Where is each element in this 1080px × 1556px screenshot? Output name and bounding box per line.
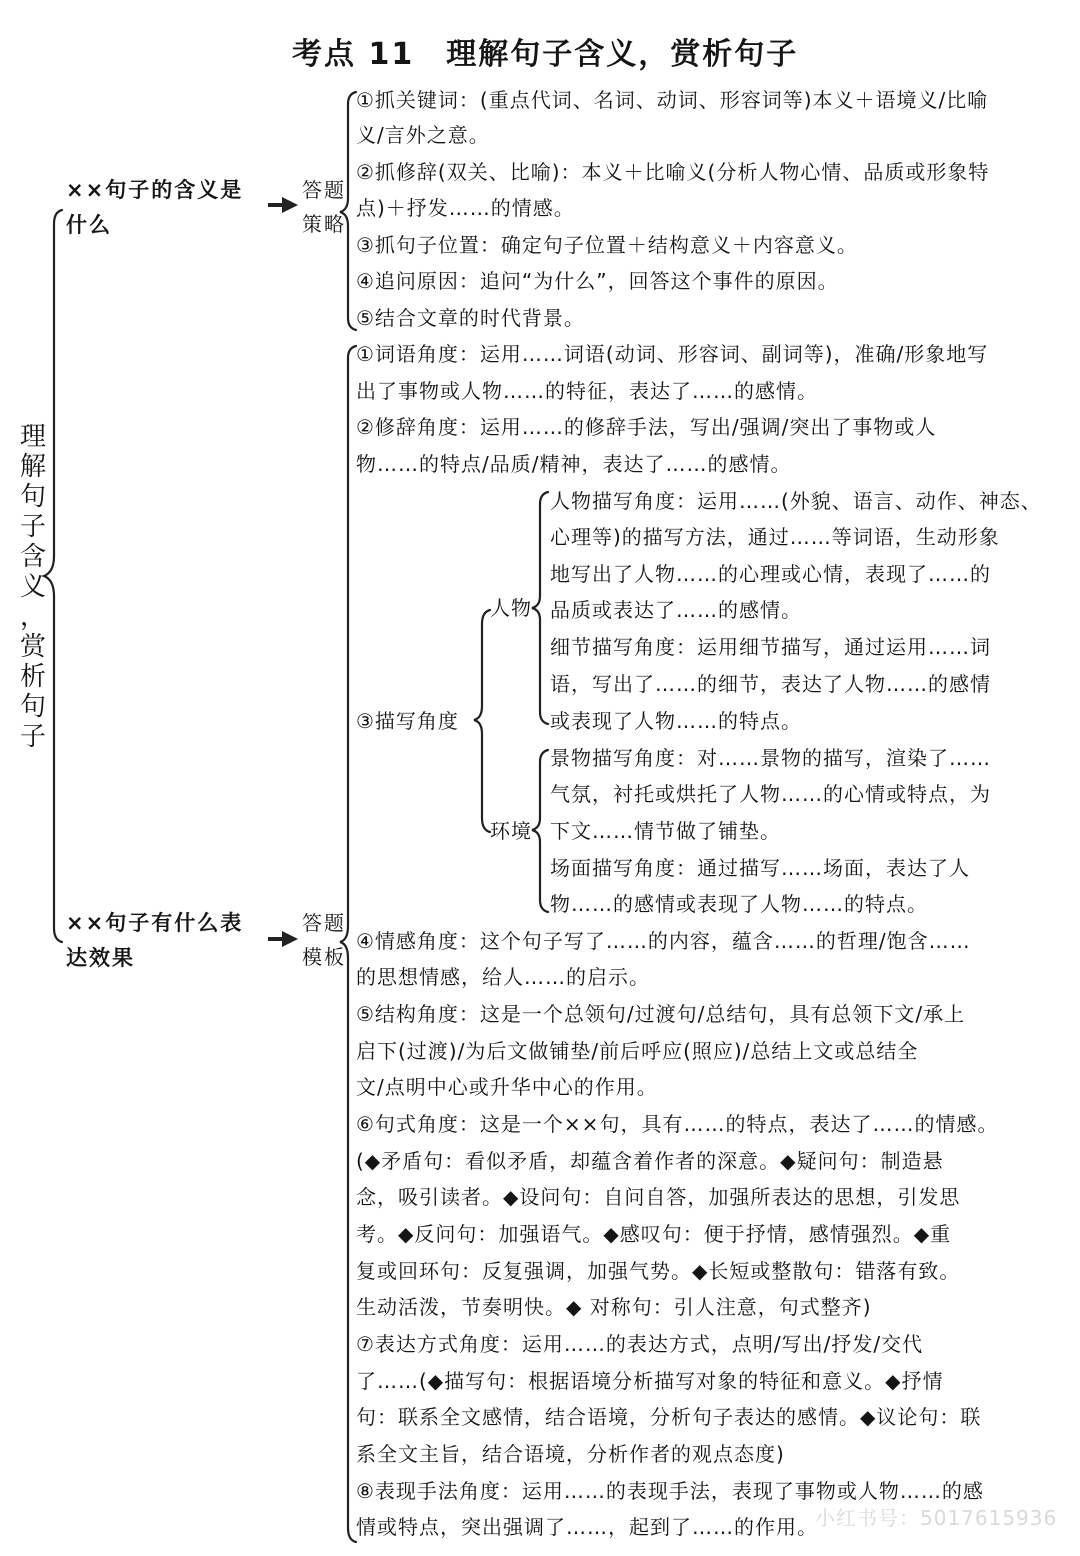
person-describe: 品质或表达了……的感情。 (550, 598, 802, 622)
arrow-shaft-2 (268, 937, 284, 941)
template-item-sentence: 生动活泼，节奏明快。◆ 对称句：引人注意，句式整齐) (356, 1295, 872, 1319)
template-label-1: 答题 (302, 911, 346, 935)
strategy-item: ①抓关键词：(重点代词、名词、动词、形容词等)本义＋语境义/比喻 (356, 88, 989, 112)
person-describe: 心理等)的描写方法，通过……等词语，生动形象 (550, 525, 1000, 549)
template-brace (340, 346, 356, 1542)
template-label-2: 模板 (302, 945, 346, 969)
template-item-expression: 系全文主旨，结合语境，分析作者的观点态度) (356, 1442, 785, 1466)
strategy-label-1: 答题 (302, 178, 346, 202)
template-item-emotion: ④情感角度：这个句子写了……的内容，蕴含……的哲理/饱含…… (356, 929, 971, 953)
strategy-item: 义/言外之意。 (356, 123, 490, 147)
strategy-item: ③抓句子位置：确定句子位置＋结构意义＋内容意义。 (356, 233, 858, 257)
arrow-right-icon (282, 197, 298, 213)
question-effect-cont: 达效果 (66, 946, 135, 970)
template-item-technique: ⑧表现手法角度：运用……的表现手法，表现了事物或人物……的感 (356, 1479, 984, 1503)
template-item-sentence: (◆矛盾句：看似矛盾，却蕴含着作者的深意。◆疑问句：制造悬 (356, 1149, 944, 1173)
detail-describe: 细节描写角度：运用细节描写，通过运用……词 (550, 635, 991, 659)
template-item-describe: ③描写角度 (356, 709, 459, 733)
strategy-item: ②抓修辞(双关、比喻)：本义＋比喻义(分析人物心情、品质或形象特 (356, 160, 990, 184)
arrow-right-icon (282, 931, 298, 947)
root-label: 理 解 句 子 含 义 ， 赏 析 句 子 (19, 422, 46, 752)
strategy-brace (340, 92, 356, 330)
environment-label: 环境 (490, 819, 532, 843)
person-describe: 人物描写角度：运用……(外貌、语言、动作、神态、 (550, 489, 1042, 513)
strategy-item: ④追问原因：追问“为什么”，回答这个事件的原因。 (356, 269, 839, 293)
template-item-rhetoric: ②修辞角度：运用……的修辞手法，写出/强调/突出了事物或人 (356, 415, 937, 439)
template-item-technique: 情或特点，突出强调了……，起到了……的作用。 (356, 1515, 818, 1539)
strategy-label-2: 策略 (302, 212, 346, 236)
template-item-structure: 启下(过渡)/为后文做铺垫/前后呼应(照应)/总结上文或总结全 (356, 1039, 919, 1063)
template-item-sentence: 复或回环句：反复强调，加强气势。◆长短或整散句：错落有致。 (356, 1259, 961, 1283)
template-item-structure: 文/点明中心或升华中心的作用。 (356, 1075, 658, 1099)
scene-describe: 场面描写角度：通过描写……场面，表达了人 (550, 856, 970, 880)
detail-describe: 或表现了人物……的特点。 (550, 709, 802, 733)
template-item-sentence: ⑥句式角度：这是一个××句，具有……的特点，表达了……的情感。 (356, 1112, 999, 1136)
environment-brace (532, 750, 548, 912)
scenery-describe: 气氛，衬托或烘托了人物……的心情或特点，为 (550, 782, 991, 806)
template-item-word: 出了事物或人物……的特征，表达了……的感情。 (356, 379, 818, 403)
template-item-emotion: 的思想情感，给人……的启示。 (356, 965, 650, 989)
template-item-word: ①词语角度：运用……词语(动词、形容词、副词等)，准确/形象地写 (356, 342, 989, 366)
describe-brace (474, 610, 490, 832)
template-item-expression: 句：联系全文感情，结合语境，分析句子表达的感情。◆议论句：联 (356, 1405, 982, 1429)
person-describe: 地写出了人物……的心理或心情，表现了……的 (550, 562, 991, 586)
detail-describe: 语，写出了……的细节，表达了人物……的感情 (550, 672, 991, 696)
template-item-structure: ⑤结构角度：这是一个总领句/过渡句/总结句，具有总领下文/承上 (356, 1002, 966, 1026)
question-meaning: ××句子的含义是 (66, 178, 244, 202)
scene-describe: 物……的感情或表现了人物……的特点。 (550, 892, 928, 916)
watermark: 小红书号：5017615936 (815, 1506, 1058, 1530)
question-effect: ××句子有什么表 (66, 911, 244, 935)
scenery-describe: 景物描写角度：对……景物的描写，渲染了…… (550, 746, 991, 770)
template-item-expression: 了……(◆描写句：根据语境分析描写对象的特征和意义。◆抒情 (356, 1369, 944, 1393)
template-item-expression: ⑦表达方式角度：运用……的表达方式，点明/写出/抒发/交代 (356, 1332, 924, 1356)
arrow-shaft-1 (268, 203, 284, 207)
person-brace (532, 492, 548, 724)
question-meaning-cont: 什么 (66, 213, 112, 237)
strategy-item: 点)＋抒发……的情感。 (356, 196, 575, 220)
scenery-describe: 下文……情节做了铺垫。 (550, 819, 781, 843)
template-item-sentence: 考。◆反问句：加强语气。◆感叹句：便于抒情，感情强烈。◆重 (356, 1222, 952, 1246)
template-item-rhetoric: 物……的特点/品质/精神，表达了……的感情。 (356, 452, 792, 476)
page-title: 考点 11 理解句子含义，赏析句子 (292, 37, 799, 72)
person-label: 人物 (490, 596, 532, 620)
strategy-item: ⑤结合文章的时代背景。 (356, 306, 585, 330)
template-item-sentence: 念，吸引读者。◆设问句：自问自答，加强所表达的思想，引发思 (356, 1185, 961, 1209)
